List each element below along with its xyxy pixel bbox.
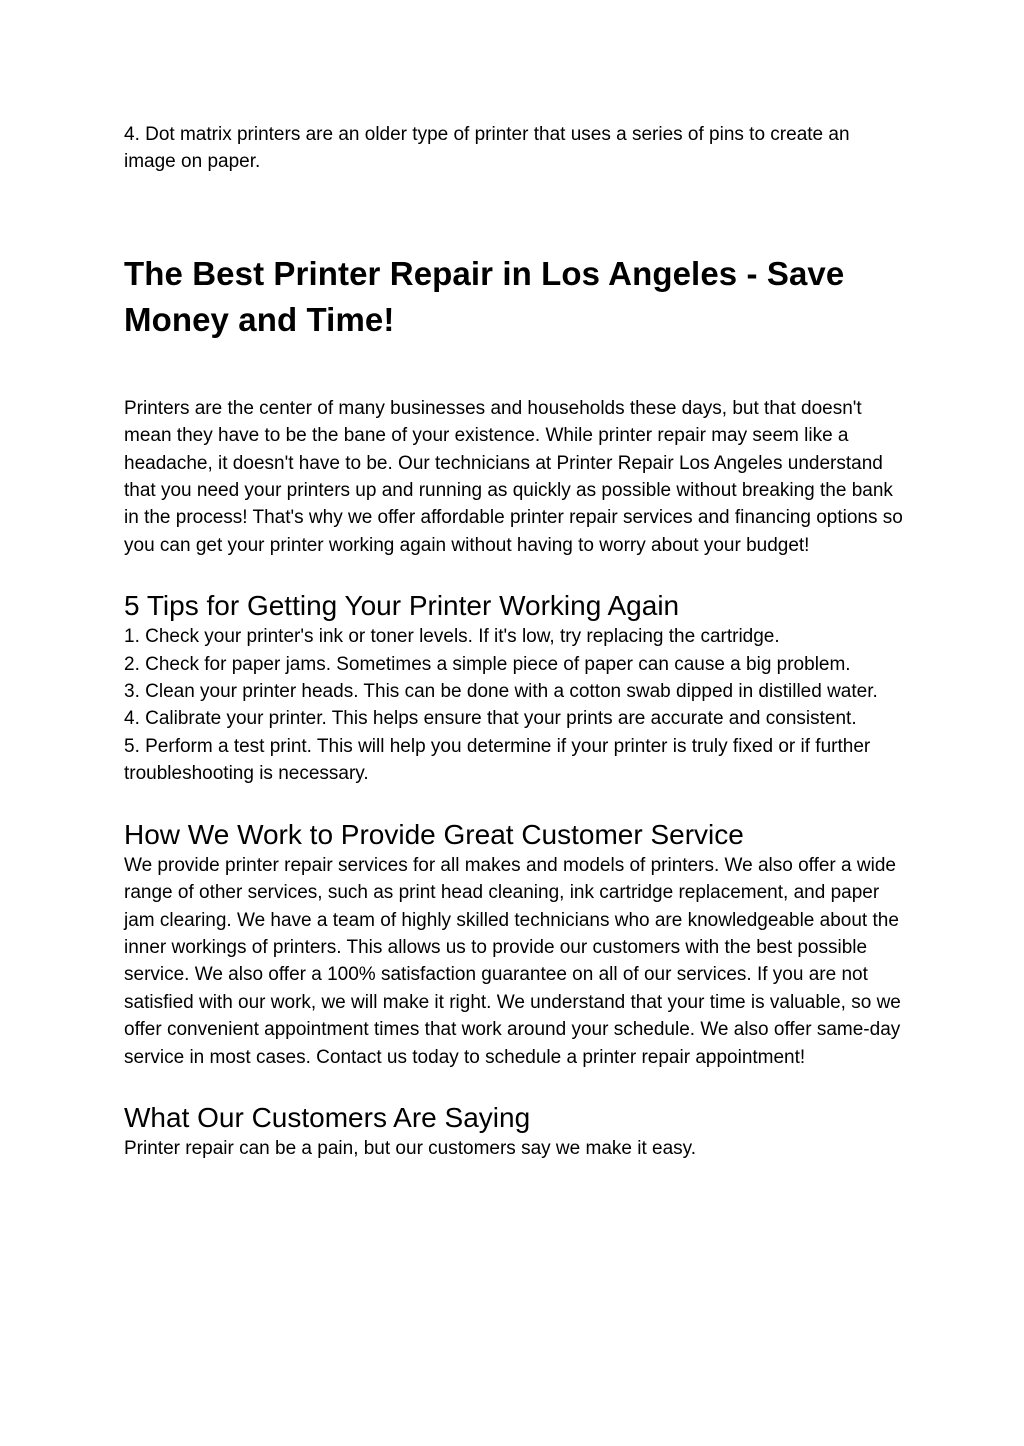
tip-item: 2. Check for paper jams. Sometimes a simple piece of paper can cause a big problem. — [124, 653, 851, 675]
lead-paragraph: Printers are the center of many businesses and households these days, but that doesn't mean they have to be the bane of your existence. While printer repair may seem like a headache, it doesn't have to be. Our technicians at Printer Repair Los Angeles understand that you need your printers up and running as quickly as possible without breaking the bank in the process! That's why we offer affordable printer repair services and financing options so you can get your printer working again without having to worry about your budget! — [124, 397, 903, 556]
page-title: The Best Printer Repair in Los Angeles - Save Money and Time! — [124, 254, 845, 338]
service-heading: How We Work to Provide Great Customer Service — [124, 818, 744, 850]
tip-item: 4. Calibrate your printer. This helps ensure that your prints are accurate and consistent. — [124, 708, 857, 730]
tip-item: 5. Perform a test print. This will help you determine if your printer is truly fixed or if further troubleshooting is necessary. — [124, 735, 871, 785]
intro-list-item: 4. Dot matrix printers are an older type of printer that uses a series of pins to create an image on paper. — [124, 124, 850, 173]
document-page — [124, 121, 904, 1162]
testimonials-heading: What Our Customers Are Saying — [124, 1101, 531, 1133]
tips-list — [124, 623, 904, 787]
testimonials-paragraph: Printer repair can be a pain, but our customers say we make it easy. — [124, 1137, 697, 1159]
tip-item: 1. Check your printer's ink or toner levels. If it's low, try replacing the cartridge. — [124, 626, 780, 648]
tip-item: 3. Clean your printer heads. This can be done with a cotton swab dipped in distilled water. — [124, 681, 878, 703]
tips-heading: 5 Tips for Getting Your Printer Working Again — [124, 590, 680, 622]
service-section — [124, 818, 904, 1071]
tips-section — [124, 589, 904, 787]
testimonials-section — [124, 1101, 904, 1162]
service-paragraph: We provide printer repair services for all makes and models of printers. We also offer a wide range of other services, such as print head cleaning, ink cartridge replacement, and paper jam clearing. We have a team of highly skilled technicians who are knowledgeable about the inner workings of printers. This allows us to provide our customers with the best possible service. We also offer a 100% satisfaction guarantee on all of our services. If you are not satisfied with our work, we will make it right. We understand that your time is valuable, so we offer convenient appointment times that work around your schedule. We also offer same-day service in most cases. Contact us today to schedule a printer repair appointment! — [124, 854, 901, 1068]
